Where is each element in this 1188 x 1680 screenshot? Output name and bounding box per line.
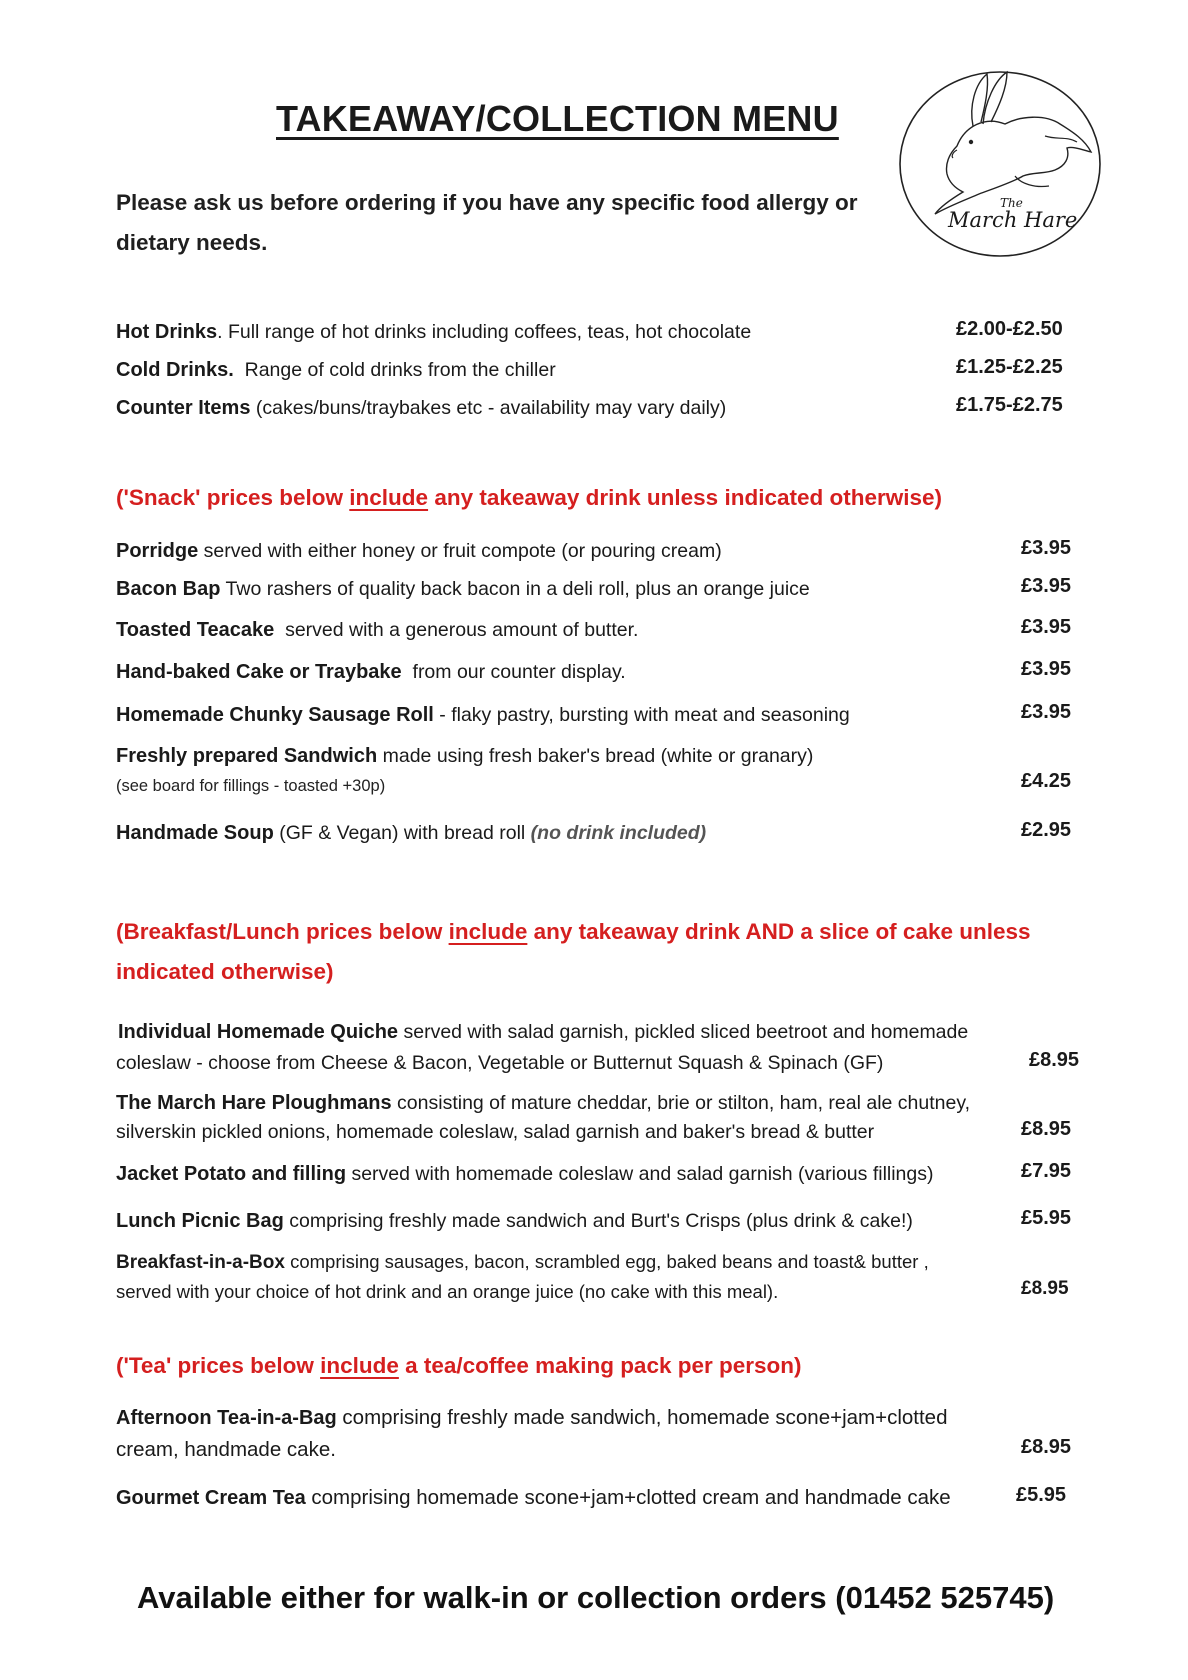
menu-item: Afternoon Tea-in-a-Bag comprising freshly made sandwich, homemade scone+jam+clotted [116, 1406, 948, 1429]
menu-item: Freshly prepared Sandwich made using fresh baker's bread (white or granary) [116, 745, 814, 767]
item-price: £3.95 [1021, 616, 1072, 638]
lunch-heading: (Breakfast/Lunch prices below include any takeaway drink AND a slice of cake unless [116, 919, 1031, 944]
menu-item: Porridge served with either honey or fruit compote (or pouring cream) [116, 540, 722, 562]
menu-item-line2: silverskin pickled onions, homemade coleslaw, salad garnish and baker's bread & butter [116, 1121, 875, 1143]
menu-item: The March Hare Ploughmans consisting of mature cheddar, brie or stilton, ham, real ale chutney, [116, 1092, 971, 1114]
menu-item-line2: coleslaw - choose from Cheese & Bacon, Vegetable or Butternut Squash & Spinach (GF) [116, 1052, 884, 1074]
drink-price: £1.25-£2.25 [956, 356, 1063, 378]
item-price: £7.95 [1021, 1160, 1072, 1182]
drink-price: £1.75-£2.75 [956, 394, 1063, 416]
item-price: £8.95 [1021, 1436, 1072, 1458]
item-price: £8.95 [1029, 1049, 1080, 1071]
hare-logo-icon [895, 66, 1105, 262]
menu-item: Breakfast-in-a-Box comprising sausages, bacon, scrambled egg, baked beans and toast& butter , [116, 1251, 929, 1273]
menu-item-line2: cream, handmade cake. [116, 1438, 336, 1461]
item-price: £5.95 [1021, 1207, 1072, 1229]
drink-item: Counter Items (cakes/buns/traybakes etc - availability may vary daily) [116, 397, 727, 419]
drink-price: £2.00-£2.50 [956, 318, 1063, 340]
footer-availability: Available either for walk-in or collection orders (01452 525745) [137, 1580, 1055, 1615]
allergy-notice: Please ask us before ordering if you have any specific food allergy or dietary needs. [116, 190, 858, 255]
menu-item: Lunch Picnic Bag comprising freshly made sandwich and Burt's Crisps (plus drink & cake!) [116, 1210, 913, 1232]
menu-item: Handmade Soup (GF & Vegan) with bread roll (no drink included) [116, 822, 707, 844]
page-title: TAKEAWAY/COLLECTION MENU [276, 98, 839, 139]
logo-text-top: The [1000, 196, 1023, 210]
item-price: £3.95 [1021, 701, 1072, 723]
menu-item: Bacon Bap Two rashers of quality back bacon in a deli roll, plus an orange juice [116, 578, 810, 600]
menu-item: Gourmet Cream Tea comprising homemade scone+jam+clotted cream and handmade cake [116, 1486, 951, 1509]
tea-heading: ('Tea' prices below include a tea/coffee making pack per person) [116, 1353, 802, 1378]
drink-item: Cold Drinks. Range of cold drinks from the chiller [116, 359, 556, 381]
item-price: £3.95 [1021, 658, 1072, 680]
item-price: £5.95 [1016, 1484, 1067, 1506]
item-price: £8.95 [1021, 1118, 1072, 1140]
menu-item: Homemade Chunky Sausage Roll - flaky pastry, bursting with meat and seasoning [116, 704, 850, 726]
snack-heading: ('Snack' prices below include any takeaway drink unless indicated otherwise) [116, 485, 942, 510]
menu-item: Toasted Teacake served with a generous amount of butter. [116, 619, 639, 641]
menu-item: Hand-baked Cake or Traybake from our counter display. [116, 661, 626, 683]
menu-item-note: (see board for fillings - toasted +30p) [116, 777, 386, 795]
item-price: £8.95 [1021, 1278, 1069, 1299]
item-price: £3.95 [1021, 537, 1072, 559]
item-price: £4.25 [1021, 770, 1072, 792]
menu-item: Individual Homemade Quiche served with salad garnish, pickled sliced beetroot and homemade [118, 1021, 969, 1043]
item-price: £3.95 [1021, 575, 1072, 597]
item-price: £2.95 [1021, 819, 1072, 841]
lunch-heading-line2: indicated otherwise) [116, 959, 334, 984]
menu-item: Jacket Potato and filling served with homemade coleslaw and salad garnish (various fillings) [116, 1163, 934, 1185]
logo-text-name: March Hare [948, 208, 1078, 232]
menu-item-line2: served with your choice of hot drink and an orange juice (no cake with this meal). [116, 1281, 779, 1302]
drink-item: Hot Drinks. Full range of hot drinks including coffees, teas, hot chocolate [116, 321, 752, 343]
